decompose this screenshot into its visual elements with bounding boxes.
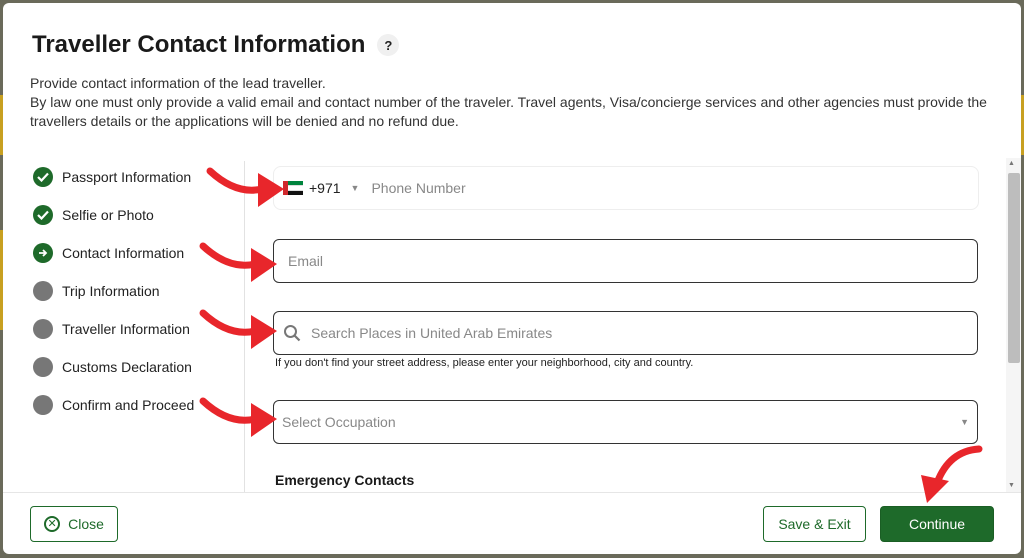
step-label: Confirm and Proceed: [62, 397, 195, 413]
pending-dot-icon: [33, 319, 53, 339]
search-icon: [283, 324, 301, 342]
description-line: Provide contact information of the lead traveller.: [30, 75, 326, 91]
step-label: Contact Information: [62, 245, 185, 261]
close-button[interactable]: [30, 506, 118, 542]
footer-divider: [3, 492, 1021, 493]
arrow-right-icon: [33, 243, 53, 263]
phone-field[interactable]: [273, 166, 979, 210]
contact-info-dialog: [3, 3, 1021, 554]
phone-input[interactable]: Phone Number: [371, 180, 466, 196]
step-label: Traveller Information: [62, 321, 190, 337]
annotation-arrow-icon: [199, 238, 279, 288]
occupation-placeholder: Select Occupation: [282, 414, 396, 430]
scrollbar-thumb[interactable]: [1008, 173, 1020, 363]
annotation-arrow-icon: [206, 163, 286, 213]
save-exit-button[interactable]: Save & Exit: [763, 506, 866, 542]
scroll-up-icon[interactable]: ▲: [1008, 160, 1015, 167]
occupation-select[interactable]: [273, 400, 978, 444]
step-label: Trip Information: [62, 283, 160, 299]
step-confirm-and-proceed[interactable]: [33, 386, 194, 424]
close-label: Close: [68, 516, 104, 532]
country-code[interactable]: +971: [309, 180, 341, 196]
annotation-arrow-icon: [199, 393, 279, 443]
email-field[interactable]: [273, 239, 978, 283]
address-search-input[interactable]: [273, 311, 978, 355]
dialog-title-row: [32, 31, 399, 59]
step-passport-information[interactable]: [33, 158, 194, 196]
step-label: Selfie or Photo: [62, 207, 154, 223]
step-label: Passport Information: [62, 169, 192, 185]
help-icon[interactable]: ?: [377, 34, 399, 56]
close-icon: ✕: [44, 516, 60, 532]
email-placeholder: Email: [288, 253, 324, 269]
check-icon: [33, 167, 53, 187]
annotation-arrow-icon: [915, 443, 985, 505]
annotation-arrow-icon: [199, 305, 279, 355]
pending-dot-icon: [33, 357, 53, 377]
dialog-description: [30, 74, 990, 131]
step-list: [33, 158, 194, 424]
uae-flag-icon[interactable]: [283, 181, 303, 195]
step-selfie-or-photo[interactable]: [33, 196, 194, 234]
emergency-contacts-heading: Emergency Contacts: [275, 472, 415, 488]
address-placeholder: Search Places in United Arab Emirates: [311, 325, 553, 341]
step-traveller-information[interactable]: [33, 310, 194, 348]
pending-dot-icon: [33, 395, 53, 415]
scroll-down-icon[interactable]: ▼: [1008, 482, 1015, 489]
chevron-down-icon: ▼: [960, 417, 969, 427]
chevron-down-icon[interactable]: ▼: [350, 183, 360, 193]
continue-button[interactable]: Continue: [880, 506, 994, 542]
contact-form: [273, 163, 979, 493]
address-hint: If you don't find your street address, please enter your neighborhood, city and country.: [275, 357, 694, 369]
step-trip-information[interactable]: [33, 272, 194, 310]
step-label: Customs Declaration: [62, 359, 192, 375]
description-line: By law one must only provide a valid email and contact number of the traveler. Travel agents, Visa/concierge services and other agencies must provide the travellers details or the applications will be denied and no refund due.: [30, 94, 987, 129]
step-customs-declaration[interactable]: [33, 348, 194, 386]
dialog-title: Traveller Contact Information: [32, 31, 366, 58]
pending-dot-icon: [33, 281, 53, 301]
check-icon: [33, 205, 53, 225]
step-contact-information[interactable]: [33, 234, 194, 272]
